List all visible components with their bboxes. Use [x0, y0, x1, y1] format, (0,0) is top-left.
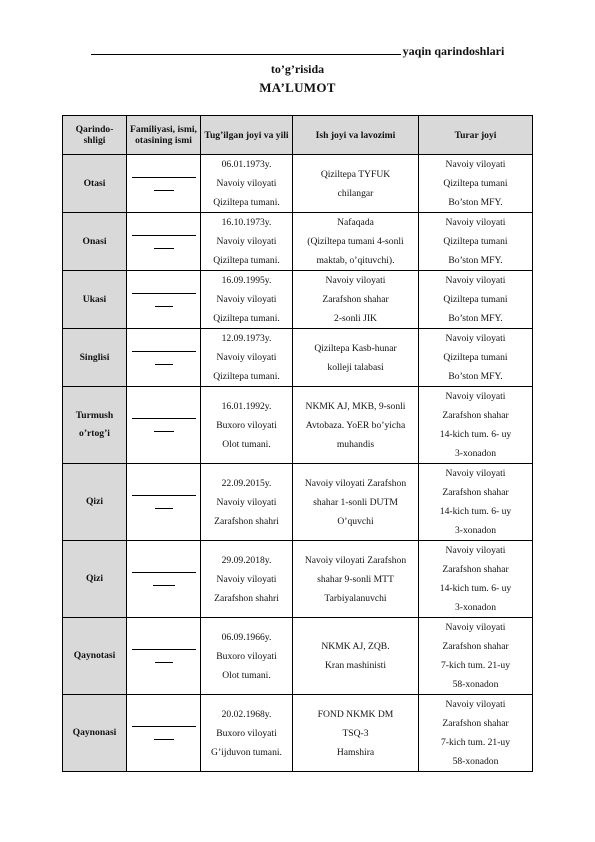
- work-cell: [293, 618, 419, 695]
- home-cell-line: Navoiy viloyati: [445, 333, 506, 344]
- work-cell: [293, 541, 419, 618]
- work-cell-line: Tarbiyalanuvchi: [324, 592, 387, 604]
- home-cell: [419, 329, 533, 387]
- name-blank-line: [132, 495, 196, 496]
- birth-cell-line: Navoiy viloyati: [216, 352, 277, 363]
- work-cell-line: Navoiy viloyati Zarafshon: [304, 477, 407, 489]
- relation-cell: Qizi: [63, 464, 127, 541]
- home-cell: [419, 695, 533, 772]
- home-cell: [419, 387, 533, 464]
- work-cell-line: Kran mashinisti: [324, 660, 387, 671]
- work-cell: [293, 329, 419, 387]
- name-dash: [153, 585, 175, 586]
- home-cell-line: Zarafshon shahar: [442, 641, 509, 652]
- home-cell-line: Qiziltepa tumani: [443, 294, 508, 305]
- birth-cell-line: Zarafshon shahri: [214, 592, 279, 604]
- work-cell-line: Hamshira: [336, 746, 375, 758]
- name-blank-line: [132, 177, 196, 178]
- home-cell-line: 14-kich tum. 6- uy: [439, 429, 512, 440]
- work-cell-line: Avtobaza. YoER bo’yicha: [305, 419, 406, 431]
- birth-cell-line: Buxoro viloyati: [216, 727, 277, 739]
- col-header-home: Turar joyi: [419, 116, 533, 155]
- home-cell-line: Zarafshon shahar: [442, 718, 509, 729]
- home-cell: [419, 155, 533, 213]
- birth-cell-line: G’ijduvon tumani.: [211, 746, 282, 758]
- table-header-row: [63, 116, 533, 155]
- work-cell-line: FOND NKMK DM: [317, 708, 394, 720]
- relation-cell: Ukasi: [63, 271, 127, 329]
- home-cell-line: 14-kich tum. 6- uy: [439, 506, 512, 517]
- birth-cell-line: Olot tumani.: [222, 669, 271, 681]
- birth-cell-line: Buxoro viloyati: [216, 419, 277, 431]
- title-line-2: to’g’risida: [270, 62, 325, 76]
- home-cell-line: Qiziltepa tumani: [443, 352, 508, 363]
- relation-cell: Onasi: [63, 213, 127, 271]
- birth-cell-line: Navoiy viloyati: [216, 236, 277, 247]
- birth-cell: [201, 618, 293, 695]
- relation-cell: Qaynotasi: [63, 618, 127, 695]
- table-row: [63, 271, 533, 329]
- work-cell-line: 2-sonli JIK: [334, 313, 377, 324]
- name-blank-line: [132, 293, 196, 294]
- home-cell-line: Qiziltepa tumani: [443, 236, 508, 247]
- birth-cell-line: Olot tumani.: [222, 438, 271, 450]
- home-cell-line: Navoiy viloyati: [445, 159, 506, 170]
- work-cell: [293, 271, 419, 329]
- name-blank-line: [132, 351, 196, 352]
- birth-cell: [201, 271, 293, 329]
- birth-cell-line: Qiziltepa tumani.: [213, 313, 280, 324]
- home-cell: [419, 213, 533, 271]
- home-cell: [419, 541, 533, 618]
- home-cell-line: 58-xonadon: [452, 756, 499, 767]
- home-cell: [419, 271, 533, 329]
- birth-cell: [201, 541, 293, 618]
- home-cell-line: 3-xonadon: [454, 525, 497, 536]
- birth-cell-line: 16.09.1995y.: [221, 275, 272, 286]
- work-cell: [293, 387, 419, 464]
- name-dash: [154, 248, 174, 249]
- home-cell-line: Navoiy viloyati: [445, 217, 506, 228]
- birth-cell: [201, 213, 293, 271]
- home-cell-line: Zarafshon shahar: [442, 487, 509, 498]
- table-row: [63, 387, 533, 464]
- birth-cell-line: 06.01.1973y.: [221, 159, 272, 170]
- document-title-line: [0, 44, 595, 59]
- birth-cell: [201, 155, 293, 213]
- work-cell-line: Navoiy viloyati Zarafshon: [304, 554, 407, 566]
- home-cell-line: Navoiy viloyati: [445, 699, 506, 710]
- name-cell: [127, 213, 201, 271]
- name-cell: [127, 464, 201, 541]
- birth-cell-line: 12.09.1973y.: [221, 333, 272, 344]
- work-cell-line: Nafaqada: [337, 217, 374, 228]
- birth-cell-line: Zarafshon shahri: [214, 515, 279, 527]
- home-cell-line: Navoiy viloyati: [445, 275, 506, 286]
- relation-cell: Turmush o’rtog’i: [63, 387, 127, 464]
- home-cell-line: Qiziltepa tumani: [443, 178, 508, 189]
- name-cell: [127, 155, 201, 213]
- home-cell-line: Navoiy viloyati: [445, 622, 506, 633]
- name-cell: [127, 618, 201, 695]
- home-cell-line: 58-xonadon: [452, 679, 499, 690]
- work-cell-line: NKMK AJ, ZQB.: [321, 641, 390, 652]
- home-cell-line: 7-kich tum. 21-uy: [440, 660, 510, 671]
- relatives-table: [62, 115, 533, 772]
- name-dash: [154, 431, 174, 432]
- work-cell-line: NKMK AJ, MKB, 9-sonli: [305, 400, 406, 412]
- home-cell-line: Bo’ston MFY.: [448, 313, 503, 324]
- name-blank-line: [132, 649, 196, 650]
- work-cell-line: muhandis: [336, 438, 375, 450]
- name-blank-line: [132, 235, 196, 236]
- table-row: [63, 618, 533, 695]
- name-blank-line: [91, 44, 401, 55]
- work-cell: [293, 155, 419, 213]
- table-row: [63, 541, 533, 618]
- table-row: [63, 695, 533, 772]
- birth-cell-line: 06.09.1966y.: [221, 631, 272, 643]
- birth-cell-line: 29.09.2018y.: [221, 554, 272, 566]
- home-cell-line: Zarafshon shahar: [442, 564, 509, 575]
- work-cell-line: Navoiy viloyati: [325, 275, 386, 286]
- birth-cell-line: Buxoro viloyati: [216, 650, 277, 662]
- table-row: [63, 213, 533, 271]
- name-cell: [127, 541, 201, 618]
- table-row: [63, 155, 533, 213]
- birth-cell-line: 16.10.1973y.: [221, 217, 272, 228]
- home-cell-line: Navoiy viloyati: [445, 545, 506, 556]
- work-cell-line: maktab, o’qituvchi).: [316, 255, 395, 266]
- birth-cell-line: 16.01.1992y.: [221, 400, 272, 412]
- title-line-1: yaqin qarindoshlari: [402, 44, 505, 58]
- home-cell-line: 3-xonadon: [454, 602, 497, 613]
- birth-cell: [201, 695, 293, 772]
- birth-cell-line: Navoiy viloyati: [216, 178, 277, 189]
- relation-cell: Qizi: [63, 541, 127, 618]
- name-cell: [127, 695, 201, 772]
- work-cell-line: chilangar: [337, 187, 374, 199]
- work-cell-line: (Qiziltepa tumani 4-sonli: [307, 236, 404, 247]
- birth-cell: [201, 329, 293, 387]
- name-dash: [154, 190, 174, 191]
- birth-cell-line: Qiziltepa tumani.: [213, 197, 280, 208]
- home-cell-line: Navoiy viloyati: [445, 468, 506, 479]
- work-cell: [293, 464, 419, 541]
- name-cell: [127, 387, 201, 464]
- col-header-birth: Tug’ilgan joyi va yili: [201, 116, 293, 155]
- col-header-work: Ish joyi va lavozimi: [293, 116, 419, 155]
- name-dash: [155, 508, 173, 509]
- birth-cell-line: Navoiy viloyati: [216, 294, 277, 305]
- home-cell: [419, 618, 533, 695]
- name-dash: [155, 662, 173, 663]
- name-dash: [155, 306, 173, 307]
- name-blank-line: [132, 726, 196, 727]
- work-cell-line: kolleji talabasi: [327, 361, 384, 373]
- name-dash: [154, 739, 174, 740]
- home-cell-line: Bo’ston MFY.: [448, 255, 503, 266]
- name-blank-line: [132, 572, 196, 573]
- work-cell-line: TSQ-3: [342, 727, 369, 739]
- name-cell: [127, 329, 201, 387]
- work-cell: [293, 213, 419, 271]
- birth-cell: [201, 464, 293, 541]
- birth-cell-line: 20.02.1968y.: [221, 708, 272, 720]
- name-cell: [127, 271, 201, 329]
- table-row: [63, 329, 533, 387]
- work-cell-line: Qiziltepa Kasb-hunar: [314, 342, 397, 354]
- name-blank-line: [132, 418, 196, 419]
- home-cell-line: Bo’ston MFY.: [448, 197, 503, 208]
- home-cell-line: Zarafshon shahar: [442, 410, 509, 421]
- home-cell-line: 3-xonadon: [454, 448, 497, 459]
- home-cell: [419, 464, 533, 541]
- document-heading: MA’LUMOT: [259, 80, 336, 95]
- work-cell-line: shahar 9-sonli MTT: [317, 573, 394, 585]
- birth-cell-line: Navoiy viloyati: [216, 496, 277, 508]
- col-header-relation: Qarindo-shligi: [63, 116, 127, 155]
- work-cell-line: shahar 1-sonli DUTM: [313, 496, 398, 508]
- work-cell-line: Qiziltepa TYFUK: [320, 168, 391, 180]
- work-cell-line: O’quvchi: [337, 515, 374, 527]
- table-row: [63, 464, 533, 541]
- relation-cell: Singlisi: [63, 329, 127, 387]
- home-cell-line: Navoiy viloyati: [445, 391, 506, 402]
- birth-cell-line: Qiziltepa tumani.: [213, 371, 280, 382]
- work-cell-line: Zarafshon shahar: [322, 294, 389, 305]
- relation-cell: Qaynonasi: [63, 695, 127, 772]
- birth-cell-line: Qiziltepa tumani.: [213, 255, 280, 266]
- table-body: [63, 155, 533, 772]
- name-dash: [155, 364, 173, 365]
- home-cell-line: Bo’ston MFY.: [448, 371, 503, 382]
- birth-cell-line: 22.09.2015y.: [221, 477, 272, 489]
- birth-cell: [201, 387, 293, 464]
- home-cell-line: 7-kich tum. 21-uy: [440, 737, 510, 748]
- relation-cell: Otasi: [63, 155, 127, 213]
- birth-cell-line: Navoiy viloyati: [216, 573, 277, 585]
- home-cell-line: 14-kich tum. 6- uy: [439, 583, 512, 594]
- col-header-name: Familiyasi, ismi, otasining ismi: [127, 116, 201, 155]
- work-cell: [293, 695, 419, 772]
